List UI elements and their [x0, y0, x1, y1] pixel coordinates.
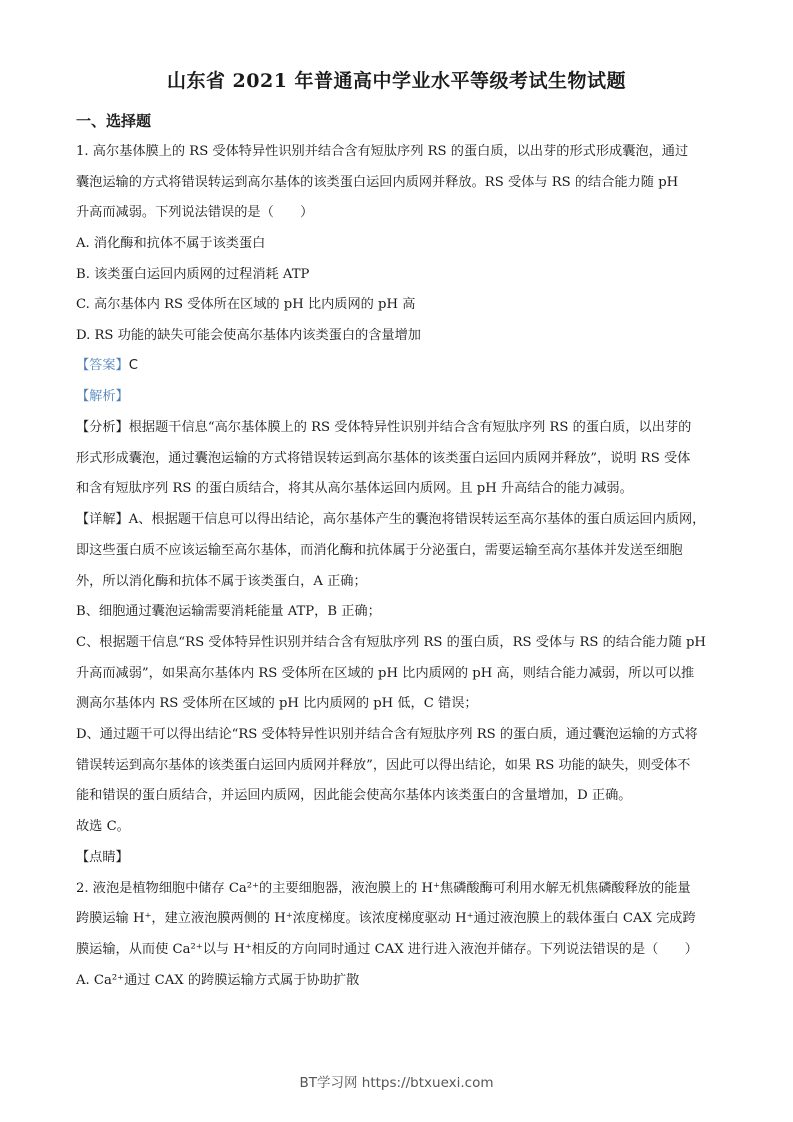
xiangjie-line: 错误转运到高尔基体的该类蛋白运回内质网并释放”，因此可以得出结论，如果 RS 功能的缺失，则受体不: [76, 758, 691, 773]
xiangjie-line: 升高而减弱”，如果高尔基体内 RS 受体所在区域的 pH 比内质网的 pH 高，则结合能力减弱，所以可以推: [76, 666, 695, 681]
conclusion: 故选 C。: [76, 819, 130, 834]
xiangjie-line: 测高尔基体内 RS 受体所在区域的 pH 比内质网的 pH 低，C 错误；: [76, 696, 478, 711]
q1-option-c: C. 高尔基体内 RS 受体所在区域的 pH 比内质网的 pH 高: [76, 297, 416, 312]
fenxi-line: 形式形成囊泡，通过囊泡运输的方式将错误转运到高尔基体的该类蛋白运回内质网并释放”，说明 RS 受体: [76, 451, 691, 466]
footer-watermark: BT学习网 https://btxuexi.com: [299, 1075, 494, 1091]
fenxi-text: 根据题干信息“高尔基体膜上的 RS 受体特异性识别并结合含有短肽序列 RS 的蛋白质，以出芽的: [128, 420, 692, 435]
q1-stem-line: 升高而减弱。下列说法错误的是（ ）: [76, 205, 314, 220]
fenxi-label: 【分析】: [76, 420, 129, 435]
q1-stem-line: 囊泡运输的方式将错误转运到高尔基体的该类蛋白运回内质网并释放。RS 受体与 RS 的结合能力随 pH: [76, 175, 679, 190]
xiangjie-line: 即这些蛋白质不应该运输至高尔基体，而消化酶和抗体属于分泌蛋白，需要运输至高尔基体并发送至细胞: [76, 543, 683, 558]
xiangjie-line: D、通过题干可以得出结论“RS 受体特异性识别并结合含有短肽序列 RS 的蛋白质，通过囊泡运输的方式将: [76, 727, 698, 742]
q2-stem-line: 2. 液泡是植物细胞中储存 Ca²⁺的主要细胞器，液泡膜上的 H⁺焦磷酸酶可利用水解无机焦磷酸释放的能量: [76, 881, 691, 896]
page-title: 山东省 2021 年普通高中学业水平等级考试生物试题: [166, 70, 627, 92]
xiangjie-label: 【详解】: [76, 512, 129, 527]
fenxi-line: 和含有短肽序列 RS 的蛋白质结合，将其从高尔基体运回内质网。且 pH 升高结合的能力减弱。: [76, 481, 633, 496]
analysis-label: 【解析】: [76, 389, 129, 404]
xiangjie-line: C、根据题干信息“RS 受体特异性识别并结合含有短肽序列 RS 的蛋白质，RS 受体与 RS 的结合能力随 pH: [76, 635, 706, 650]
q2-stem-line: 膜运输，从而使 Ca²⁺以与 H⁺相反的方向同时通过 CAX 进行进入液泡并储存。下列说法错误的是（ ）: [76, 942, 698, 957]
answer-row: [76, 357, 721, 375]
fenxi-line: [76, 419, 721, 437]
q1-option-d: D. RS 功能的缺失可能会使高尔基体内该类蛋白的含量增加: [76, 328, 421, 343]
xiangjie-line: B、细胞通过囊泡运输需要消耗能量 ATP，B 正确；: [76, 604, 381, 619]
answer-value: C: [128, 358, 138, 373]
xiangjie-text: A、根据题干信息可以得出结论，高尔基体产生的囊泡将错误转运至高尔基体的蛋白质运回内质网，: [128, 512, 706, 527]
section-heading: 一、选择题: [76, 112, 152, 130]
q2-stem-line: 跨膜运输 H⁺，建立液泡膜两侧的 H⁺浓度梯度。该浓度梯度驱动 H⁺通过液泡膜上的载体蛋白 CAX 完成跨: [76, 911, 696, 926]
xiangjie-line: 能和错误的蛋白质结合，并运回内质网，因此能会使高尔基体内该类蛋白的含量增加，D 正确。: [76, 788, 632, 803]
q1-stem-line: 1. 高尔基体膜上的 RS 受体特异性识别并结合含有短肽序列 RS 的蛋白质，以出芽的形式形成囊泡，通过: [76, 144, 689, 159]
answer-label: 【答案】: [76, 358, 129, 373]
q2-option-a: A. Ca²⁺通过 CAX 的跨膜运输方式属于协助扩散: [76, 973, 360, 988]
dianjing-label: 【点睛】: [76, 850, 129, 865]
xiangjie-line: [76, 511, 721, 529]
xiangjie-line: 外，所以消化酶和抗体不属于该类蛋白，A 正确；: [76, 574, 367, 589]
q1-option-b: B. 该类蛋白运回内质网的过程消耗 ATP: [76, 267, 310, 282]
q1-option-a: A. 消化酶和抗体不属于该类蛋白: [76, 236, 266, 251]
